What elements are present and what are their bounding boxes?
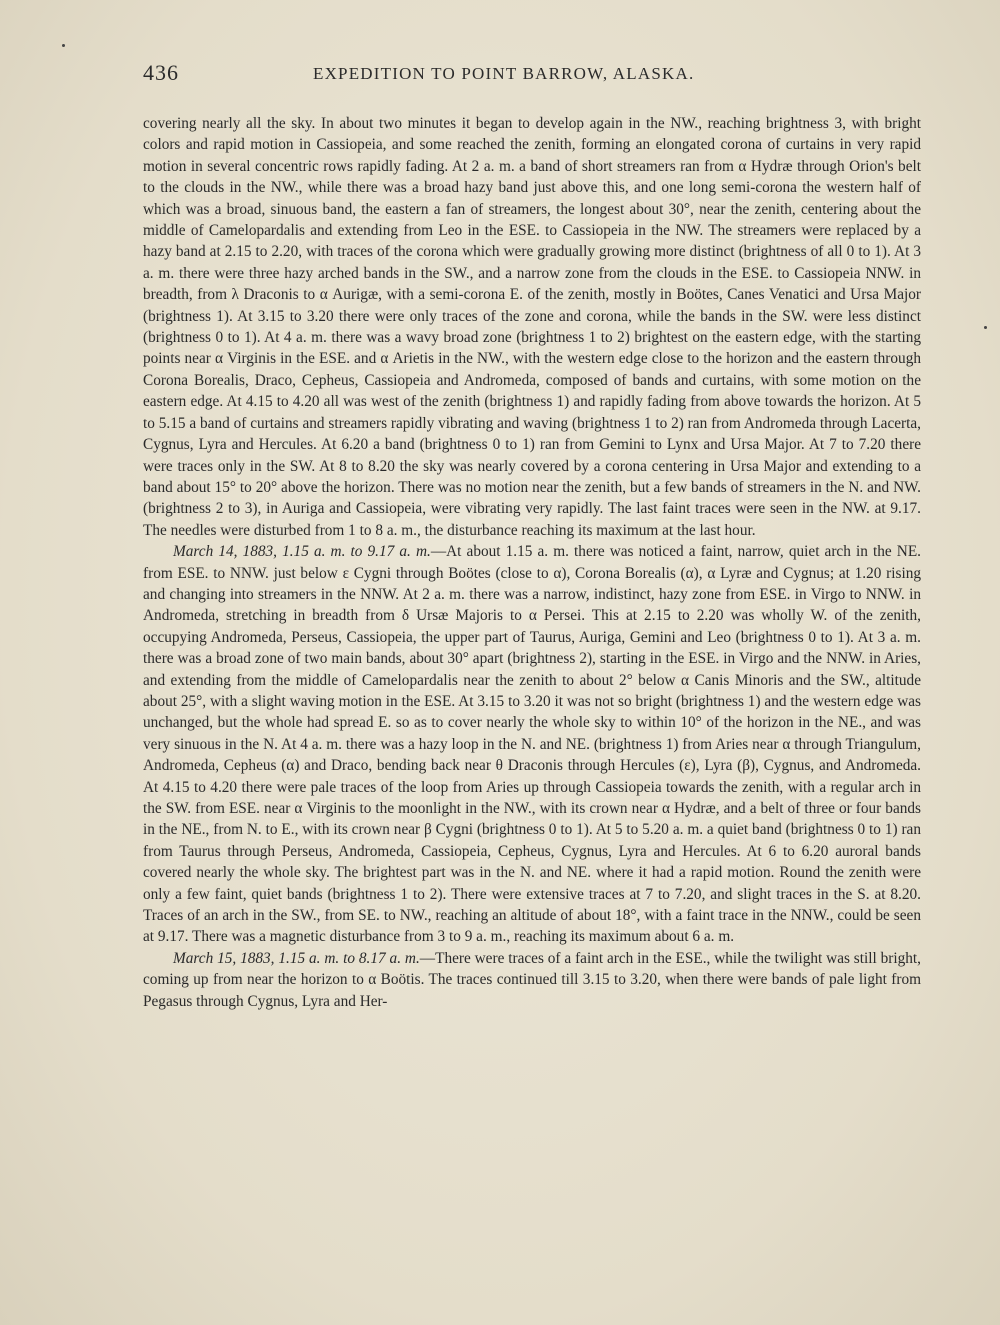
ink-speck [62, 44, 65, 47]
entry-date: March 15, 1883, 1.15 a. m. to 8.17 a. m. [173, 949, 420, 967]
page-header [143, 60, 923, 88]
page-number: 436 [143, 60, 179, 85]
paragraph-text: —At about 1.15 a. m. there was noticed a faint, narrow, quiet arch in the NE. from ESE. to NNW. just below ε Cygni through Boötes (close to α), Corona Borealis (α), α Lyræ and Cygnus; at 1.20 rising and changing into streamers in the NNW. At 2 a. m. there was a narrow, indistinct, hazy zone from ESE. in Virgo to NNW. in Andromeda, stretching in breadth from δ Ursæ Majoris to α Persei. This at 2.15 to 2.20 was wholly W. of the zenith, occupying Andromeda, Perseus, Cassiopeia, the upper part of Taurus, Auriga, Gemini and Leo (brightness 0 to 1). At 3 a. m. there was a broad zone of two main bands, about 30° apart (brightness 2), starting in the ESE. in Virgo and the NNW. in Aries, and extending from the middle of Camelopardalis near the zenith to about 2° below α Canis Minoris and the SW., altitude about 25°, with a slight waving motion in the ESE. At 3.15 to 3.20 it was not so bright (brightness 1) and the western edge was unchanged, but the whole had spread E. so as to cover nearly the whole sky to within 10° of the horizon in the NE., and was very sinuous in the N. At 4 a. m. there was a hazy loop in the N. and NE. (brightness 1) from Aries near α through Triangulum, Andromeda, Cepheus (α) and Draco, bending back near θ Draconis through Hercules (ε), Lyra (β), Cygnus, and Andromeda. At 4.15 to 4.20 there were pale traces of the loop from Aries up through Cassiopeia towards the zenith, with a regular arch in the SW. from ESE. near α Virginis to the moonlight in the NW., with its crown near α Hydræ, and a belt of three or four bands in the NE., from N. to E., with its crown near β Cygni (brightness 0 to 1). At 5 to 5.20 a. m. a quiet band (brightness 0 to 1) ran from Taurus through Perseus, Andromeda, Cassiopeia, Cepheus, Cygnus, Lyra and Hercules. At 6 to 6.20 auroral bands covered nearly the whole sky. The brightest part was in the N. and NE. where it had a rapid motion. Round the zenith were only a few faint, quiet bands (brightness 1 to 2). There were extensive traces at 7 to 7.20, and slight traces in the S. at 8.20. Traces of an arch in the SW., from SE. to NW., reaching an altitude of about 18°, with a faint trace in the NNW., could be seen at 9.17. There was a magnetic disturbance from 3 to 9 a. m., reaching its maximum about 6 a. m. [143, 543, 921, 946]
body-text [143, 113, 921, 1012]
paragraph-text: covering nearly all the sky. In about two minutes it began to develop again in the NW., reaching brightness 3, with bright colors and rapid motion in Cassiopeia, and some reached the zenith, forming an elongated corona of curtains in very rapid motion in several concentric rows rapidly fading. At 2 a. m. a band of short streamers ran from α Hydræ through Orion's belt to the clouds in the NW., while there was a broad hazy band just above this, and one long semi-corona the western half of which was a broad, sinuous band, the eastern a fan of streamers, the longest about 30°, near the zenith, centering about the middle of Camelopardalis and extending from Leo in the ESE. to Cassiopeia in the NW. The streamers were replaced by a hazy band at 2.15 to 2.20, with traces of the corona which were gradually growing more distinct (brightness of all 0 to 1). At 3 a. m. there were three hazy arched bands in the SW., and a narrow zone from the clouds in the ESE. to Cassiopeia NNW. in breadth, from λ Draconis to α Aurigæ, with a semi-corona E. of the zenith, mostly in Boötes, Canes Venatici and Ursa Major (brightness 1). At 3.15 to 3.20 there were only traces of the zone and corona, while the bands in the SW. were less distinct (brightness 0 to 1). At 4 a. m. there was a wavy broad zone (brightness 1 to 2) brightest on the eastern edge, with the starting points near α Virginis in the ESE. and α Arietis in the NW., with the western edge close to the horizon and the eastern through Corona Borealis, Draco, Cepheus, Cassiopeia and Andromeda, composed of bands and curtains, with some motion on the eastern edge. At 4.15 to 4.20 all was west of the zenith (brightness 1) and rapidly fading from above towards the horizon. At 5 to 5.15 a band of curtains and streamers rapidly vibrating and waving (brightness 1 to 2) ran from Andromeda through Lacerta, Cygnus, Lyra and Hercules. At 6.20 a band (brightness 0 to 1) ran from Gemini to Lynx and Ursa Major. At 7 to 7.20 there were traces only in the SW. At 8 to 8.20 the sky was nearly covered by a corona centering in Ursa Major and extending to a band about 15° to 20° above the horizon. There was no motion near the zenith, but a few bands of streamers in the N. and NW. (brightness 2 to 3), in Auriga and Cassiopeia, were vibrating very rapidly. The last faint traces were seen in the NW. at 9.17. The needles were disturbed from 1 to 8 a. m., the disturbance reaching its maximum at the last hour. [143, 115, 921, 539]
paragraph-continuation [143, 113, 921, 541]
entry-date: March 14, 1883, 1.15 a. m. to 9.17 a. m. [173, 543, 431, 561]
paragraph-march-14 [143, 541, 921, 948]
paragraph-march-15 [143, 948, 921, 1012]
running-head: EXPEDITION TO POINT BARROW, ALASKA. [313, 64, 695, 83]
ink-speck [984, 326, 987, 329]
paragraph-text: —There were traces of a faint arch in the ESE., while the twilight was still bright, coming up from near the horizon to α Boötis. The traces continued till 3.15 to 3.20, when there were bands of pale light from Pegasus through Cygnus, Lyra and Her- [143, 949, 922, 1010]
